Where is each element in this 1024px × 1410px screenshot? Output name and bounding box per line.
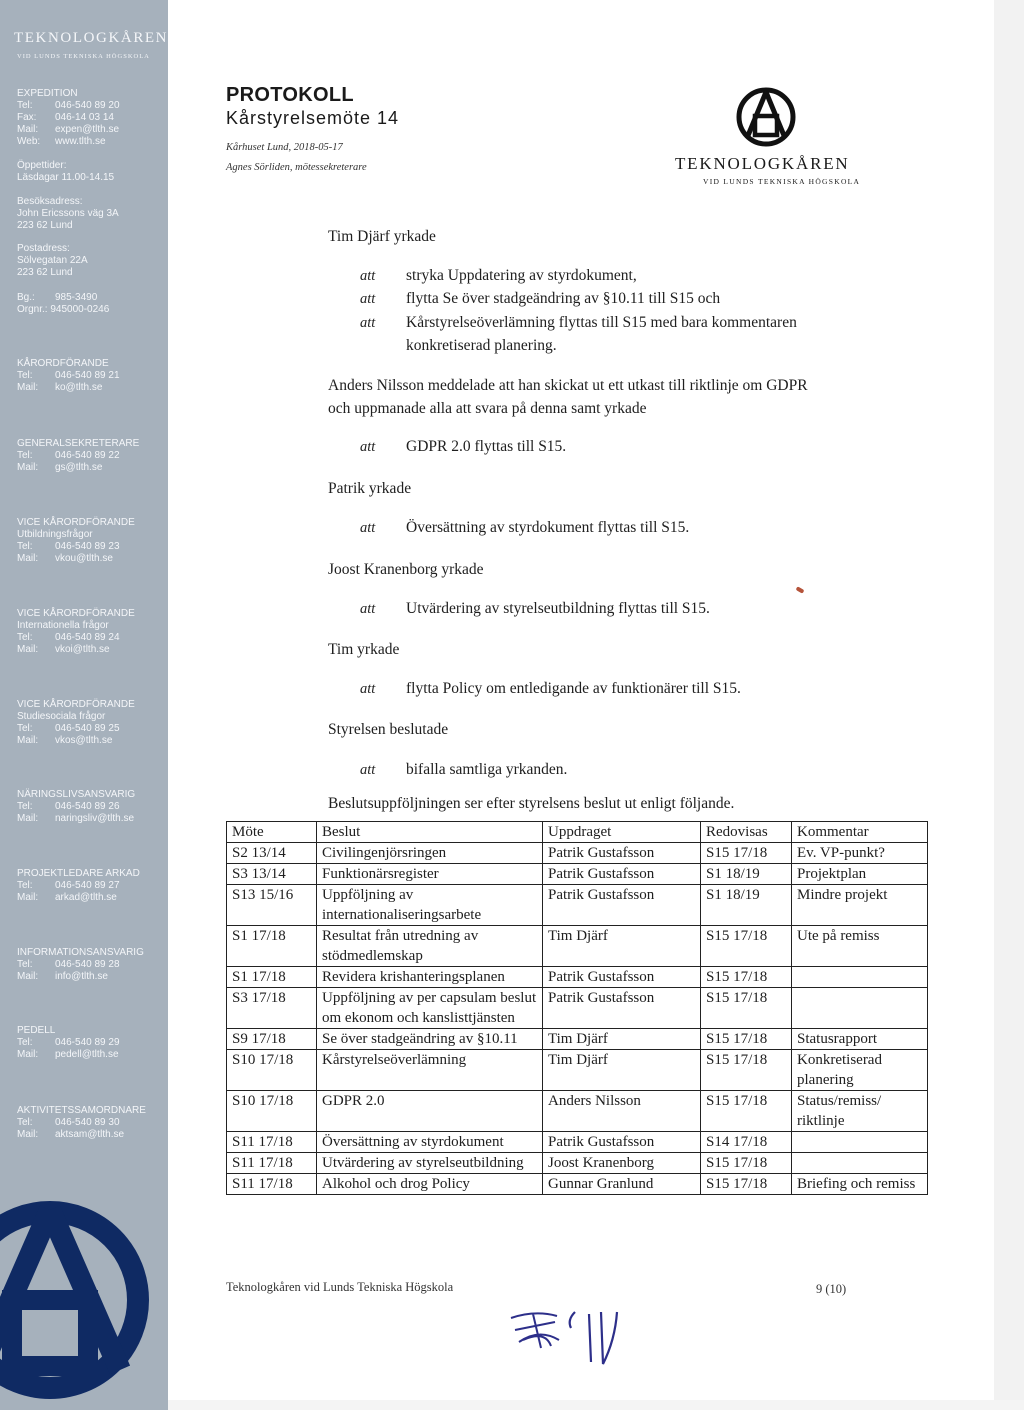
contact-mail: vkos@tlth.se bbox=[55, 735, 113, 746]
cell-redovisas: S15 17/18 bbox=[701, 967, 792, 988]
contact-mail: vkou@tlth.se bbox=[55, 553, 113, 564]
cell-mote: S11 17/18 bbox=[227, 1153, 317, 1174]
cell-beslut: Revidera krishanteringsplanen bbox=[317, 967, 543, 988]
patrik-att: Översättning av styrdokument flyttas till S15. bbox=[406, 519, 690, 536]
cell-kommentar: Ute på remiss bbox=[792, 926, 928, 967]
ids-block bbox=[17, 292, 165, 316]
table-row bbox=[227, 1153, 928, 1174]
cell-beslut: Kårstyrelseöverlämning bbox=[317, 1050, 543, 1091]
contact-tel: 046-540 89 23 bbox=[55, 541, 120, 552]
cell-uppdraget: Tim Djärf bbox=[543, 1050, 701, 1091]
cell-kommentar: Briefing och remiss bbox=[792, 1174, 928, 1195]
visit-address-block bbox=[17, 196, 165, 232]
cell-uppdraget: Gunnar Granlund bbox=[543, 1174, 701, 1195]
tim-intro: Tim yrkade bbox=[328, 641, 400, 658]
cell-redovisas: S15 17/18 bbox=[701, 1174, 792, 1195]
table-row bbox=[227, 1091, 928, 1132]
cell-redovisas: S14 17/18 bbox=[701, 1132, 792, 1153]
cell-uppdraget: Tim Djärf bbox=[543, 926, 701, 967]
expedition-tel: 046-540 89 20 bbox=[55, 100, 120, 111]
table-row bbox=[227, 926, 928, 967]
contact-title: VICE KÅRORDFÖRANDE bbox=[17, 608, 135, 619]
table-row bbox=[227, 843, 928, 864]
visit-heading: Besöksadress: bbox=[17, 196, 83, 207]
contact-block bbox=[17, 1105, 165, 1141]
contact-tel: 046-540 89 24 bbox=[55, 632, 120, 643]
web-label: Web: bbox=[17, 136, 41, 147]
cell-beslut: Civilingenjörsringen bbox=[317, 843, 543, 864]
expedition-mail: expen@tlth.se bbox=[55, 124, 120, 135]
postal-heading: Postadress: bbox=[17, 243, 70, 254]
contact-tel-label: Tel: bbox=[17, 1037, 33, 1048]
table-row bbox=[227, 1050, 928, 1091]
contact-title: AKTIVITETSSAMORDNARE bbox=[17, 1105, 146, 1116]
contact-block bbox=[17, 699, 165, 747]
page-number: 9 (10) bbox=[816, 1282, 847, 1296]
secretary: Agnes Sörliden, mötessekreterare bbox=[226, 162, 367, 173]
contact-block bbox=[17, 789, 165, 825]
cell-mote: S2 13/14 bbox=[227, 843, 317, 864]
contact-mail-label: Mail: bbox=[17, 892, 39, 903]
contact-sub: Utbildningsfrågor bbox=[17, 529, 93, 540]
org-sub: VID LUNDS TEKNISKA HÖGSKOLA bbox=[703, 177, 861, 186]
cell-uppdraget: Patrik Gustafsson bbox=[543, 843, 701, 864]
cell-beslut: Resultat från utredning av stödmedlemskap bbox=[317, 926, 543, 967]
cell-beslut: Funktionärsregister bbox=[317, 864, 543, 885]
joost-intro: Joost Kranenborg yrkade bbox=[328, 561, 484, 578]
cell-kommentar bbox=[792, 1132, 928, 1153]
contact-block bbox=[17, 1025, 165, 1061]
att-word: att bbox=[360, 601, 376, 617]
place-date: Kårhuset Lund, 2018-05-17 bbox=[226, 142, 343, 153]
cell-kommentar: Mindre projekt bbox=[792, 885, 928, 926]
att-word: att bbox=[360, 681, 376, 697]
expedition-web: www.tlth.se bbox=[55, 136, 106, 147]
contact-mail-label: Mail: bbox=[17, 553, 39, 564]
contact-mail-label: Mail: bbox=[17, 1129, 39, 1140]
expedition-fax: 046-14 03 14 bbox=[55, 112, 114, 123]
contact-mail-label: Mail: bbox=[17, 735, 39, 746]
header-cell-mote: Möte bbox=[227, 822, 317, 843]
contact-tel: 046-540 89 26 bbox=[55, 801, 120, 812]
contact-sub: Studiesociala frågor bbox=[17, 711, 106, 722]
cell-mote: S3 17/18 bbox=[227, 988, 317, 1029]
cell-beslut: Uppföljning av per capsulam beslut om ekonom och kanslisttjänsten bbox=[317, 988, 543, 1029]
sidebar-logo-watermark bbox=[0, 1180, 160, 1410]
tel-label: Tel: bbox=[17, 100, 33, 111]
cell-redovisas: S15 17/18 bbox=[701, 1153, 792, 1174]
table-row bbox=[227, 988, 928, 1029]
tim-att: flytta Policy om entledigande av funktionärer till S15. bbox=[406, 680, 741, 697]
contact-title: VICE KÅRORDFÖRANDE bbox=[17, 699, 135, 710]
sidebar-brand: TEKNOLOGKÅREN bbox=[14, 30, 168, 46]
visit-line1: John Ericssons väg 3A bbox=[17, 208, 119, 219]
ink-speck bbox=[796, 586, 805, 593]
cell-uppdraget: Patrik Gustafsson bbox=[543, 1132, 701, 1153]
cell-uppdraget: Anders Nilsson bbox=[543, 1091, 701, 1132]
motion1-item-1: stryka Uppdatering av styrdokument, bbox=[406, 267, 637, 284]
header-cell-beslut: Beslut bbox=[317, 822, 543, 843]
header-cell-redovisas: Redovisas bbox=[701, 822, 792, 843]
cell-mote: S13 15/16 bbox=[227, 885, 317, 926]
contact-tel-label: Tel: bbox=[17, 632, 33, 643]
contact-sub: Internationella frågor bbox=[17, 620, 109, 631]
motion1-intro: Tim Djärf yrkade bbox=[328, 228, 436, 245]
contact-tel: 046-540 89 29 bbox=[55, 1037, 120, 1048]
att-word: att bbox=[360, 439, 376, 455]
cell-uppdraget: Patrik Gustafsson bbox=[543, 967, 701, 988]
expedition-block bbox=[17, 88, 165, 148]
contact-block bbox=[17, 517, 165, 565]
table-row bbox=[227, 1029, 928, 1050]
cell-redovisas: S15 17/18 bbox=[701, 926, 792, 967]
cell-kommentar: Statusrapport bbox=[792, 1029, 928, 1050]
cell-mote: S11 17/18 bbox=[227, 1174, 317, 1195]
contact-mail: naringsliv@tlth.se bbox=[55, 813, 135, 824]
postal-line1: Sölvegatan 22A bbox=[17, 255, 88, 266]
contact-tel-label: Tel: bbox=[17, 959, 33, 970]
att-word: att bbox=[360, 291, 376, 307]
contact-tel-label: Tel: bbox=[17, 450, 33, 461]
patrik-intro: Patrik yrkade bbox=[328, 480, 412, 497]
cell-mote: S10 17/18 bbox=[227, 1091, 317, 1132]
cell-mote: S1 17/18 bbox=[227, 926, 317, 967]
motion1-item-2: flytta Se över stadgeändring av §10.11 till S15 och bbox=[406, 290, 721, 307]
cell-redovisas: S15 17/18 bbox=[701, 988, 792, 1029]
contact-mail-label: Mail: bbox=[17, 1049, 39, 1060]
contact-tel: 046-540 89 22 bbox=[55, 450, 120, 461]
contact-title: PEDELL bbox=[17, 1025, 56, 1036]
table-body bbox=[227, 843, 928, 1195]
contact-mail-label: Mail: bbox=[17, 813, 39, 824]
contact-tel-label: Tel: bbox=[17, 541, 33, 552]
orgnr-label: Orgnr.: bbox=[17, 304, 48, 315]
cell-kommentar bbox=[792, 967, 928, 988]
cell-beslut: Uppföljning av internationaliseringsarbete bbox=[317, 885, 543, 926]
bg-label: Bg.: bbox=[17, 292, 35, 303]
cell-mote: S3 13/14 bbox=[227, 864, 317, 885]
cell-redovisas: S15 17/18 bbox=[701, 1091, 792, 1132]
decision-intro: Styrelsen beslutade bbox=[328, 721, 449, 738]
postal-line2: 223 62 Lund bbox=[17, 267, 73, 278]
cell-uppdraget: Patrik Gustafsson bbox=[543, 988, 701, 1029]
org-name: TEKNOLOGKÅREN bbox=[675, 154, 850, 173]
cell-redovisas: S1 18/19 bbox=[701, 885, 792, 926]
cell-kommentar bbox=[792, 988, 928, 1029]
contact-tel-label: Tel: bbox=[17, 1117, 33, 1128]
contact-title: INFORMATIONSANSVARIG bbox=[17, 947, 144, 958]
cell-mote: S1 17/18 bbox=[227, 967, 317, 988]
contact-mail-label: Mail: bbox=[17, 644, 39, 655]
bg-value: 985-3490 bbox=[55, 292, 98, 303]
contact-tel: 046-540 89 30 bbox=[55, 1117, 120, 1128]
att-word: att bbox=[360, 315, 376, 331]
gdpr-line-1: Anders Nilsson meddelade att han skickat ut ett utkast till riktlinje om GDPR bbox=[328, 377, 808, 394]
cell-beslut: Översättning av styrdokument bbox=[317, 1132, 543, 1153]
joost-att: Utvärdering av styrelseutbildning flyttas till S15. bbox=[406, 600, 710, 617]
table-row bbox=[227, 885, 928, 926]
contact-title: PROJEKTLEDARE ARKAD bbox=[17, 868, 140, 879]
motion1-item-3: Kårstyrelseöverlämning flyttas till S15 med bara kommentaren bbox=[406, 314, 797, 331]
att-word: att bbox=[360, 762, 376, 778]
contact-tel-label: Tel: bbox=[17, 880, 33, 891]
contact-tel: 046-540 89 21 bbox=[55, 370, 120, 381]
table-header-row bbox=[227, 822, 928, 843]
decision-att: bifalla samtliga yrkanden. bbox=[406, 761, 568, 778]
cell-uppdraget: Joost Kranenborg bbox=[543, 1153, 701, 1174]
mail-label: Mail: bbox=[17, 124, 39, 135]
visit-line2: 223 62 Lund bbox=[17, 220, 73, 231]
decision-followup-table bbox=[226, 821, 928, 1195]
contact-block bbox=[17, 868, 165, 904]
contact-block bbox=[17, 358, 165, 394]
contact-sidebar bbox=[0, 0, 168, 1410]
contact-title: KÅRORDFÖRANDE bbox=[17, 358, 109, 369]
contact-block bbox=[17, 438, 165, 474]
contact-tel: 046-540 89 27 bbox=[55, 880, 120, 891]
sidebar-brand-sub: VID LUNDS TEKNISKA HÖGSKOLA bbox=[17, 53, 150, 60]
cell-uppdraget: Tim Djärf bbox=[543, 1029, 701, 1050]
table-row bbox=[227, 967, 928, 988]
cell-beslut: Se över stadgeändring av §10.11 bbox=[317, 1029, 543, 1050]
att-word: att bbox=[360, 520, 376, 536]
contact-mail: info@tlth.se bbox=[55, 971, 108, 982]
cell-beslut: GDPR 2.0 bbox=[317, 1091, 543, 1132]
table-row bbox=[227, 864, 928, 885]
handwritten-signature bbox=[505, 1300, 635, 1380]
cell-kommentar: Projektplan bbox=[792, 864, 928, 885]
contact-title: NÄRINGSLIVSANSVARIG bbox=[17, 789, 136, 800]
gdpr-att: GDPR 2.0 flyttas till S15. bbox=[406, 438, 567, 455]
contact-mail-label: Mail: bbox=[17, 462, 39, 473]
contact-mail: aktsam@tlth.se bbox=[55, 1129, 125, 1140]
hours-block bbox=[17, 160, 165, 184]
table-intro: Beslutsuppföljningen ser efter styrelsens beslut ut enligt följande. bbox=[328, 795, 735, 812]
orgnr-value: 945000-0246 bbox=[50, 304, 110, 315]
hours-heading: Öppettider: bbox=[17, 160, 67, 171]
contact-tel-label: Tel: bbox=[17, 723, 33, 734]
cell-redovisas: S15 17/18 bbox=[701, 1029, 792, 1050]
att-word: att bbox=[360, 268, 376, 284]
contact-tel: 046-540 89 25 bbox=[55, 723, 120, 734]
cell-uppdraget: Patrik Gustafsson bbox=[543, 885, 701, 926]
motion1-item-3-cont: konkretiserad planering. bbox=[406, 337, 557, 354]
gdpr-line-2: och uppmanade alla att svara på denna samt yrkade bbox=[328, 400, 647, 417]
table-row bbox=[227, 1174, 928, 1195]
contact-mail: gs@tlth.se bbox=[55, 462, 103, 473]
cell-kommentar bbox=[792, 1153, 928, 1174]
page-title: PROTOKOLL bbox=[226, 84, 354, 106]
hours-value: Läsdagar 11.00-14.15 bbox=[17, 172, 115, 183]
fax-label: Fax: bbox=[17, 112, 37, 123]
cell-mote: S11 17/18 bbox=[227, 1132, 317, 1153]
cell-kommentar: Konkretiserad planering bbox=[792, 1050, 928, 1091]
contact-tel-label: Tel: bbox=[17, 370, 33, 381]
teknologkaren-logo-icon bbox=[735, 86, 797, 148]
scan-edge bbox=[994, 0, 1024, 1410]
cell-redovisas: S15 17/18 bbox=[701, 1050, 792, 1091]
page-subtitle: Kårstyrelsemöte 14 bbox=[226, 108, 400, 128]
cell-kommentar: Status/remiss/ riktlinje bbox=[792, 1091, 928, 1132]
cell-uppdraget: Patrik Gustafsson bbox=[543, 864, 701, 885]
cell-mote: S9 17/18 bbox=[227, 1029, 317, 1050]
contact-mail: arkad@tlth.se bbox=[55, 892, 117, 903]
cell-beslut: Utvärdering av styrelseutbildning bbox=[317, 1153, 543, 1174]
header-cell-uppdraget: Uppdraget bbox=[543, 822, 701, 843]
contact-mail: ko@tlth.se bbox=[55, 382, 103, 393]
table-row bbox=[227, 1132, 928, 1153]
contact-tel-label: Tel: bbox=[17, 801, 33, 812]
postal-address-block bbox=[17, 243, 165, 279]
contact-mail-label: Mail: bbox=[17, 971, 39, 982]
contact-mail-label: Mail: bbox=[17, 382, 39, 393]
contact-mail: pedell@tlth.se bbox=[55, 1049, 119, 1060]
contact-block bbox=[17, 608, 165, 656]
header-cell-kommentar: Kommentar bbox=[792, 822, 928, 843]
cell-beslut: Alkohol och drog Policy bbox=[317, 1174, 543, 1195]
contact-mail: vkoi@tlth.se bbox=[55, 644, 110, 655]
contact-title: VICE KÅRORDFÖRANDE bbox=[17, 517, 135, 528]
contact-tel: 046-540 89 28 bbox=[55, 959, 120, 970]
cell-kommentar: Ev. VP-punkt? bbox=[792, 843, 928, 864]
expedition-heading: EXPEDITION bbox=[17, 88, 78, 99]
contact-title: GENERALSEKRETERARE bbox=[17, 438, 140, 449]
cell-redovisas: S1 18/19 bbox=[701, 864, 792, 885]
cell-mote: S10 17/18 bbox=[227, 1050, 317, 1091]
footer-org: Teknologkåren vid Lunds Tekniska Högskola bbox=[226, 1280, 454, 1294]
contact-block bbox=[17, 947, 165, 983]
cell-redovisas: S15 17/18 bbox=[701, 843, 792, 864]
